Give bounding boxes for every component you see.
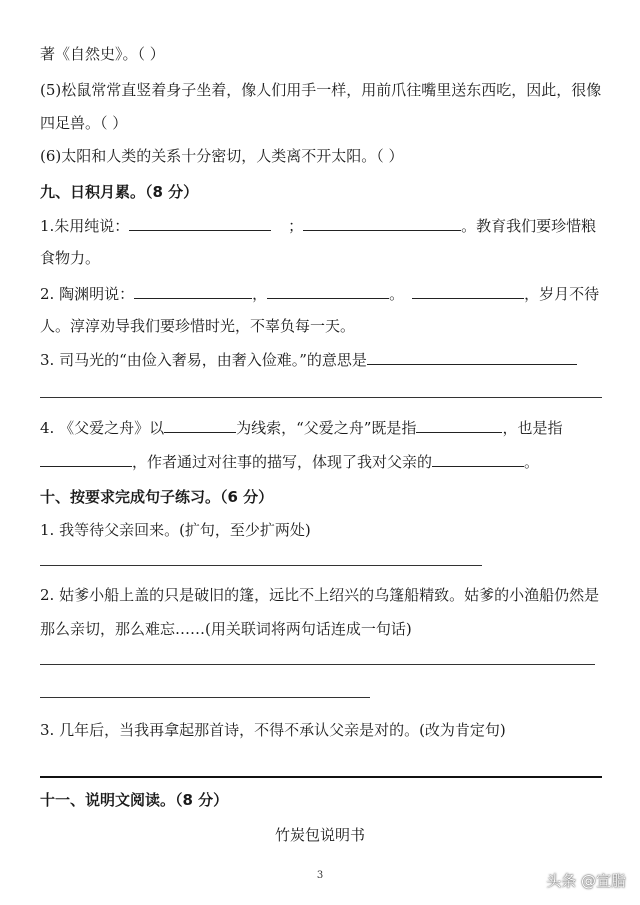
s10-q1-answer-line[interactable]: [40, 565, 482, 566]
s10-q1: 1. 我等待父亲回来。(扩句，至少扩两处): [40, 521, 311, 539]
s9-q3-line: [40, 350, 577, 370]
item5-line1: (5)松鼠常常直竖着身子坐着，像人们用手一样，用前爪往嘴里送东西吃，因此，很像: [40, 81, 602, 99]
s9-q2-line1: [40, 284, 599, 304]
s9-q3-answer-line[interactable]: [40, 397, 602, 398]
s10-q2-answer-line2[interactable]: [40, 697, 370, 698]
s9-q4-blank4[interactable]: [432, 452, 524, 467]
s9-q1-suffix: 。教育我们要珍惜粮: [461, 217, 597, 235]
section9-title: 九、日积月累。（8 分）: [40, 183, 199, 201]
s9-q2-comma: ，: [252, 285, 268, 303]
s9-q1-prefix: 1.朱用纯说：: [40, 217, 130, 235]
section10-title: 十、按要求完成句子练习。（6 分）: [40, 488, 274, 506]
item6: (6)太阳和人类的关系十分密切，人类离不开太阳。（ ）: [40, 147, 404, 165]
s9-q4-end: ，也是指: [502, 419, 563, 437]
s9-q1-semicolon: ；: [288, 217, 304, 235]
s10-q3-answer-line[interactable]: [40, 776, 602, 778]
s10-q2-answer-line1[interactable]: [40, 664, 595, 665]
s9-q4-text: ，作者通过对往事的描写，体现了我对父亲的: [132, 453, 433, 471]
s9-q2-suffix: ，岁月不待: [524, 285, 600, 303]
item5-line2: 四足兽。（ ）: [40, 114, 128, 132]
page-number: 3: [316, 870, 324, 881]
section11-title: 十一、说明文阅读。（8 分）: [40, 791, 229, 809]
s9-q4-mid: 为线索，“父爱之舟”既是指: [236, 419, 417, 437]
s9-q2-period: 。: [389, 285, 405, 303]
item4-continuation: 著《自然史》。（ ）: [40, 45, 165, 63]
s9-q4-blank3[interactable]: [40, 452, 132, 467]
s9-q1-line1: [40, 216, 596, 236]
s10-q3: 3. 几年后，当我再拿起那首诗，不得不承认父亲是对的。(改为肯定句): [40, 721, 506, 739]
s10-q2-line2: 那么亲切，那么难忘……(用关联词将两句话连成一句话): [40, 620, 412, 638]
s9-q4-period: 。: [524, 453, 540, 471]
s9-q3-text: 3. 司马光的“由俭入奢易，由奢入俭难。”的意思是: [40, 351, 367, 369]
s9-q2-blank3[interactable]: [412, 284, 524, 299]
s10-q2-line1: 2. 姑爹小船上盖的只是破旧的篷，远比不上绍兴的乌篷船精致。姑爹的小渔船仍然是: [40, 586, 600, 604]
s9-q2-blank1[interactable]: [134, 284, 252, 299]
s9-q1-blank1[interactable]: [129, 216, 271, 231]
s9-q1-blank2[interactable]: [303, 216, 461, 231]
s9-q1-line2: 食物力。: [40, 249, 101, 267]
s9-q4-line1: [40, 418, 562, 438]
s9-q3-blank[interactable]: [367, 350, 577, 365]
s9-q2-blank2[interactable]: [267, 284, 389, 299]
s9-q4-prefix: 4. 《父爱之舟》以: [40, 419, 165, 437]
s9-q4-line2: [40, 452, 539, 472]
s9-q4-blank1[interactable]: [164, 418, 236, 433]
s9-q2-line2: 人。淳淳劝导我们要珍惜时光，不辜负每一天。: [40, 317, 356, 335]
s9-q2-prefix: 2. 陶渊明说：: [40, 285, 135, 303]
s9-q4-blank2[interactable]: [416, 418, 502, 433]
passage-title: 竹炭包说明书: [274, 826, 365, 844]
watermark: 头条 @宣脂: [546, 872, 626, 890]
